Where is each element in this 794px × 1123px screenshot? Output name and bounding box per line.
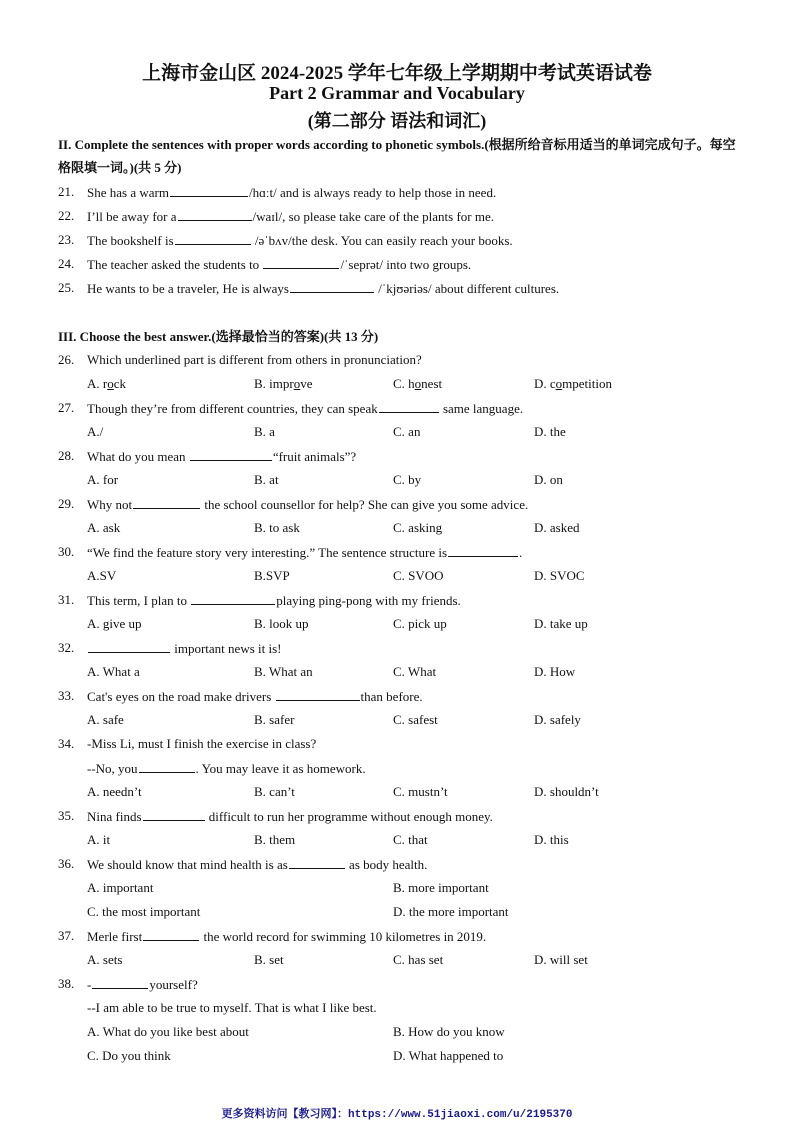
option-b[interactable]: B. improve [254, 376, 313, 391]
stem-text: --No, you [87, 761, 138, 776]
stem-text: Which underlined part is different from others in pronunciation? [87, 352, 422, 367]
part-title: Part 2 Grammar and Vocabulary [269, 83, 525, 103]
stem-text: Though they’re from different countries, they can speak [87, 401, 378, 416]
option-a[interactable]: A. it [87, 832, 111, 847]
question-number: 23. [58, 232, 75, 247]
question-number: 32. [58, 640, 75, 655]
option-d[interactable]: D. How [534, 664, 576, 679]
option-d[interactable]: D. will set [534, 952, 588, 967]
option-a[interactable]: A. rock [87, 376, 126, 391]
answer-blank[interactable] [276, 687, 360, 701]
option-b[interactable]: B. safer [254, 712, 295, 727]
answer-blank[interactable] [139, 759, 195, 773]
answer-blank[interactable] [170, 183, 248, 197]
option-b[interactable]: B. How do you know [393, 1024, 505, 1039]
answer-blank[interactable] [290, 279, 374, 293]
answer-blank[interactable] [175, 231, 251, 245]
option-c[interactable]: C. by [393, 472, 422, 487]
option-d[interactable]: D. SVOC [534, 568, 585, 583]
stem-text: I’ll be away for a [87, 209, 177, 224]
option-d[interactable]: D. What happened to [393, 1048, 504, 1063]
question-number: 26. [58, 352, 75, 367]
stem-text: “fruit animals”? [272, 449, 357, 464]
stem-text: . [519, 545, 523, 560]
answer-blank[interactable] [379, 399, 439, 413]
question-number: 30. [58, 544, 75, 559]
option-b[interactable]: B. at [254, 472, 279, 487]
stem-text: Why not [87, 497, 133, 512]
question-number: 38. [58, 976, 75, 991]
answer-blank[interactable] [263, 255, 339, 269]
option-a[interactable]: A. needn’t [87, 784, 142, 799]
option-c[interactable]: C. asking [393, 520, 443, 535]
stem-text: She has a warm [87, 185, 169, 200]
option-c[interactable]: C. Do you think [87, 1048, 171, 1063]
option-d[interactable]: D. shouldn’t [534, 784, 599, 799]
stem-text: same language. [439, 401, 524, 416]
stem-text: /əˈbʌv/the desk. You can easily reach your books. [251, 233, 513, 248]
stem-text: Cat's eyes on the road make drivers [87, 689, 275, 704]
option-d[interactable]: D. safely [534, 712, 581, 727]
exam-title: 上海市金山区 2024-2025 学年七年级上学期期中考试英语试卷 [142, 63, 652, 84]
option-d[interactable]: D. the more important [393, 904, 509, 919]
question-number: 37. [58, 928, 75, 943]
answer-blank[interactable] [143, 807, 205, 821]
stem-text: the school counsellor for help? She can give you some advice. [201, 497, 529, 512]
stem-text: /waɪl/, so please take care of the plants for me. [252, 209, 495, 224]
answer-blank[interactable] [92, 975, 148, 989]
option-c[interactable]: C. has set [393, 952, 444, 967]
option-a[interactable]: A. safe [87, 712, 124, 727]
option-c[interactable]: C. honest [393, 376, 443, 391]
option-c[interactable]: C. SVOO [393, 568, 444, 583]
option-b[interactable]: B. What an [254, 664, 313, 679]
answer-blank[interactable] [191, 591, 275, 605]
stem-text: - [87, 977, 92, 992]
option-a[interactable]: A. ask [87, 520, 121, 535]
option-b[interactable]: B. more important [393, 880, 489, 895]
stem-text: /ˈkjʊəriəs/ about different cultures. [375, 281, 560, 296]
stem-text: “We find the feature story very interesting.” The sentence structure is [87, 545, 448, 560]
stem-text: . You may leave it as homework. [195, 761, 366, 776]
option-b[interactable]: B. them [254, 832, 296, 847]
question-number: 33. [58, 688, 75, 703]
section-2-heading: II. Complete the sentences with proper words according to phonetic symbols.(根据所给音标用适当的单词完成句子。每空格限填一词。)(共 5 分) [58, 137, 736, 175]
stem-text: He wants to be a traveler, He is always [87, 281, 289, 296]
stem-text: -Miss Li, must I finish the exercise in class? [87, 736, 317, 751]
question-number: 34. [58, 736, 75, 751]
option-a[interactable]: A.SV [87, 568, 117, 583]
option-c[interactable]: C. safest [393, 712, 438, 727]
option-a[interactable]: A./ [87, 424, 104, 439]
option-c[interactable]: C. What [393, 664, 437, 679]
answer-blank[interactable] [178, 207, 252, 221]
option-a[interactable]: A. important [87, 880, 154, 895]
stem-text: playing ping-pong with my friends. [276, 593, 461, 608]
stem-text: /ˈseprət/ into two groups. [340, 257, 472, 272]
stem-text: yourself? [149, 977, 198, 992]
stem-text: --I am able to be true to myself. That is what I like best. [87, 1000, 377, 1015]
option-b[interactable]: B. can’t [254, 784, 295, 799]
question-number: 29. [58, 496, 75, 511]
stem-text: We should know that mind health is as [87, 857, 288, 872]
option-d[interactable]: D. this [534, 832, 569, 847]
answer-blank[interactable] [190, 447, 272, 461]
answer-blank[interactable] [448, 543, 518, 557]
answer-blank[interactable] [143, 927, 199, 941]
option-c[interactable]: C. pick up [393, 616, 447, 631]
answer-blank[interactable] [133, 495, 200, 509]
answer-blank[interactable] [289, 855, 345, 869]
option-c[interactable]: C. an [393, 424, 421, 439]
question-number: 28. [58, 448, 75, 463]
stem-text: This term, I plan to [87, 593, 191, 608]
option-d[interactable]: D. take up [534, 616, 588, 631]
stem-text: The bookshelf is [87, 233, 174, 248]
option-a[interactable]: A. for [87, 472, 119, 487]
question-number: 25. [58, 280, 75, 295]
option-d[interactable]: D. on [534, 472, 563, 487]
question-number: 31. [58, 592, 75, 607]
option-b[interactable]: B.SVP [254, 568, 290, 583]
option-c[interactable]: C. that [393, 832, 428, 847]
stem-text: Merle first [87, 929, 143, 944]
stem-text: important news it is! [171, 641, 282, 656]
stem-text: than before. [360, 689, 423, 704]
option-a[interactable]: A. What do you like best about [87, 1024, 249, 1039]
option-c[interactable]: C. mustn’t [393, 784, 448, 799]
question-number: 24. [58, 256, 75, 271]
option-b[interactable]: B. a [254, 424, 275, 439]
footer-link[interactable]: 更多资料访问【教习网】：https://www.51jiaoxi.com/u/2195370 [221, 1109, 573, 1121]
option-b[interactable]: B. to ask [254, 520, 300, 535]
stem-text: Nina finds [87, 809, 142, 824]
option-a[interactable]: A. give up [87, 616, 142, 631]
stem-text: the world record for swimming 10 kilometres in 2019. [200, 929, 487, 944]
option-a[interactable]: A. sets [87, 952, 123, 967]
question-number: 36. [58, 856, 75, 871]
question-number: 22. [58, 208, 75, 223]
stem-text: difficult to run her programme without enough money. [205, 809, 493, 824]
option-c[interactable]: C. the most important [87, 904, 201, 919]
question-number: 27. [58, 400, 75, 415]
stem-text: /hɑːt/ and is always ready to help those in need. [248, 185, 497, 200]
option-d[interactable]: D. the [534, 424, 566, 439]
section-3-heading: III. Choose the best answer.(选择最恰当的答案)(共 13 分) [58, 329, 379, 344]
option-b[interactable]: B. set [254, 952, 284, 967]
part-subtitle: (第二部分 语法和词汇) [307, 111, 487, 131]
option-d[interactable]: D. asked [534, 520, 580, 535]
stem-text: as body health. [345, 857, 428, 872]
stem-text: What do you mean [87, 449, 189, 464]
stem-text: The teacher asked the students to [87, 257, 263, 272]
question-number: 21. [58, 184, 75, 199]
option-d[interactable]: D. competition [534, 376, 613, 391]
answer-blank[interactable] [88, 639, 170, 653]
option-b[interactable]: B. look up [254, 616, 309, 631]
question-number: 35. [58, 808, 75, 823]
option-a[interactable]: A. What a [87, 664, 140, 679]
